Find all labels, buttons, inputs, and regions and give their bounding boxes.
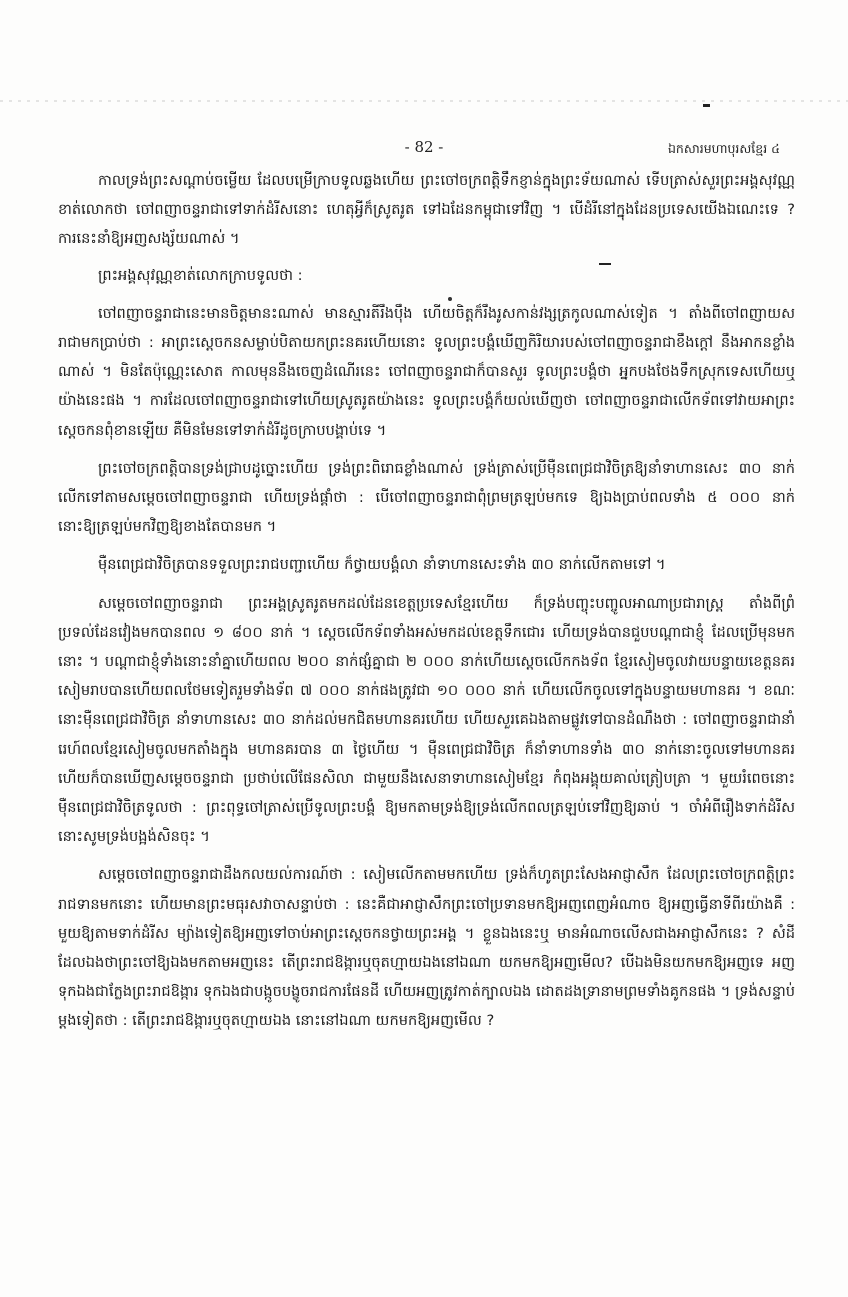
- body-text: [58, 166, 795, 1045]
- running-head: ឯកសារមហាបុរសខ្មែរ ៤: [667, 141, 780, 156]
- paragraph: សម្ដេចចៅពញាចន្ទរាជាដឹងកលយល់ការណ៍ថា : សៀមលើកតាមមកហើយ ទ្រង់ក៏ហូតព្រះសែងអាជ្ញាសឹក ដែលព្រះចៅចក្រពត្តិព្រះរាជទានមកនោះ ហើយមានព្រះមធុរសវាចាសន្ទាប់ថា : នេះគឺជាអាជ្ញាសឹកព្រះចៅប្រទានមកឱ្យអញពេញអំណាច ឱ្យអញធ្វើនាទីពីរយ៉ាងគឺ : មួយឱ្យតាមទាក់ដំរីស ម្យ៉ាងទៀតឱ្យអញទៅចាប់អាព្រះស្ដេចកនថ្វាយព្រះអង្គ ។ ខ្លួនឯងនេះឬ មានអំណាចលើសជាងអាជ្ញាសឹកនេះ ? សំដីដែលឯងថាព្រះចៅឱ្យឯងមកតាមអញនេះ តើព្រះរាជឱង្ការឬចុតហ្មាយឯងនៅឯណា យកមកឱ្យអញមើល? បើឯងមិនយកមកឱ្យអញទេ អញទុកឯងជាក្លែងព្រះរាជឱង្ការ ទុកឯងជាបង្កូចបង្ខូចរាជការផែនដី ហើយអញត្រូវកាត់ក្បាលឯង ដោតដងទ្រានាមព្រមទាំងគូកនផង ។ ទ្រង់សន្ទាប់ម្ដងទៀតថា : តើព្រះរាជឱង្ការឬចុតហ្មាយឯង នោះនៅឯណា យកមកឱ្យអញមើល ?: [58, 866, 795, 1030]
- paragraph: សម្ដេចចៅពញាចន្ទរាជា ព្រះអង្គស្រូតរូតមកដល់ដែនខេត្តប្រទេសខ្មែរហើយ ក៏ទ្រង់បញ្ចុះបញ្ចូលអាណាប្រជារាស្ត្រ តាំងពីព្រំប្រទល់ដែនវៀងមកបានពល ១ ៨០០ នាក់ ។ ស្ដេចលើកទ័ពទាំងអស់មកដល់ខេត្តទឹកជោរ ហើយទ្រង់បានជួបបណ្ដាជាខ្ញុំ ដែលប្រើមុនមកនោះ ។ បណ្ដាជាខ្ញុំទាំងនោះនាំគ្នាហើយពល ២០០ នាក់ផ្សំគ្នាជា ២ ០០០ នាក់ហើយស្ដេចលើកកងទ័ព ខ្មែរសៀមចូលវាយបន្ទាយខេត្តនគរសៀមរាបបានហើយពលថែមទៀតរួមទាំងទ័ព ៧ ០០០ នាក់ផងត្រូវជា ១០ ០០០ នាក់ ហើយលើកចូលទៅក្នុងបន្ទាយមហានគរ ។ ខណៈនោះម៉ឺនពេជ្រជាវិចិត្រ នាំទាហានសេះ ៣០ នាក់ដល់មកជិតមហានគរហើយ ហើយសួរគេឯងតាមផ្លូវទៅបានដំណឹងថា : ចៅពញាចន្ទរាជានាំរេហ៍ពលខ្មែរសៀមចូលមកតាំងក្នុង មហានគរបាន ៣ ថ្ងៃហើយ ។ ម៉ឺនពេជ្រជាវិចិត្រ ក៏នាំទាហានទាំង ៣០ នាក់នោះចូលទៅមហានគរ ហើយក៏បានឃើញសម្ដេចចន្ទរាជា ប្រថាប់លើផែនសិលា ជាមួយនឹងសេនាទាហានសៀមខ្មែរ កំពុងអង្គុយគាល់ត្រៀបត្រា ។ មួយរំពេចនោះ ម៉ឺនពេជ្រជាវិចិត្រទូលថា : ព្រះពុទ្ធចៅត្រាស់ប្រើទូលព្រះបង្គំ ឱ្យមកតាមទ្រង់ឱ្យទ្រង់លើកពលត្រឡប់ទៅវិញឱ្យឆាប់ ។ ចាំអំពីរឿងទាក់ដំរីសនោះសូមទ្រង់បង្អង់សិនចុះ ។: [58, 594, 795, 846]
- paragraph: កាលទ្រង់ព្រះសណ្ដាប់ចម្លើយ ដែលបម្រើក្រាបទូលឆ្លងហើយ ព្រះចៅចក្រពត្តិទឹកខ្ញាន់ក្នុងព្រះទ័យណាស់ ទើបត្រាស់សួរព្រះអង្គសុវណ្ណខាត់លោកថា ចៅពញាចន្ទរាជាទៅទាក់ដំរីសនោះ ហេតុអ្វីក៏ស្រូតរូត ទៅឯដែនកម្ពុជាទៅវិញ ។ បើដំរីនៅក្នុងដែនប្រទេសយើងឯណេះទេ ? ការនេះនាំឱ្យអញសង្ស័យណាស់ ។: [58, 172, 795, 248]
- paragraph: ម៉ឺនពេជ្រជាវិចិត្របានទទួលព្រះរាជបញ្ជាហើយ ក៏ថ្វាយបង្គំលា នាំទាហានសេះទាំង ៣០ នាក់លើកតាមទៅ ។: [98, 556, 666, 574]
- page-number: - 82 -: [404, 138, 444, 156]
- paragraph: ព្រះចៅចក្រពត្តិបានទ្រង់ជ្រាបដូច្នោះហើយ ទ្រង់ព្រះពិរោធខ្លាំងណាស់ ទ្រង់ត្រាស់ប្រើម៉ឺនពេជ្រជាវិចិត្រឱ្យនាំទាហានសេះ ៣០ នាក់ លើកទៅតាមសម្ដេចចៅពញាចន្ទរាជា ហើយទ្រង់ផ្ដាំថា : បើចៅពញាចន្ទរាជាពុំព្រមត្រឡប់មកទេ ឱ្យឯងប្រាប់ពលទាំង ៥ ០០០ នាក់នោះឱ្យត្រឡប់មកវិញឱ្យខាងតែបានមក ។: [58, 459, 795, 536]
- paragraph: ចៅពញាចន្ទរាជានេះមានចិត្តមានះណាស់ មានស្មារតីរឹងប៉ឹង ហើយចិត្តក៏រឹងរូសកាន់វង្សត្រកូលណាស់ទៀត ។ តាំងពីចៅពញាយសរាជាមកប្រាប់ថា : អាព្រះស្ដេចកនសម្លាប់បិតាយកព្រះនគរហើយនោះ ទូលព្រះបង្គំឃើញកិរិយារបស់ចៅពញាចន្ទរាជាខឹងក្ដៅ នឹងអាកនខ្លាំងណាស់ ។ មិនតែប៉ុណ្ណេះសោត កាលមុននឹងចេញដំណើរនេះ ចៅពញាចន្ទរាជាក៏បានសួរ ទូលព្រះបង្គំថា អ្នកបងថែងទឹកស្រុកទេសហើយឬយ៉ាងនេះផង ។ ការដែលចៅពញាចន្ទរាជាទៅហើយស្រូតរូតយ៉ាងនេះ ទូលព្រះបង្គំក៏យល់ឃើញថា ចៅពញាចន្ទរាជាលើកទ័ពទៅវាយអាព្រះស្ដេចកនពុំខានឡើយ គឺមិនមែនទៅទាក់ដំរីដូចក្រាបបង្គាប់ទេ ។: [58, 304, 795, 439]
- paragraph: ព្រះអង្គសុវណ្ណខាត់លោកក្រាបទូលថា :: [98, 266, 303, 284]
- scan-mark: [703, 104, 710, 107]
- scan-edge-line: [0, 100, 848, 102]
